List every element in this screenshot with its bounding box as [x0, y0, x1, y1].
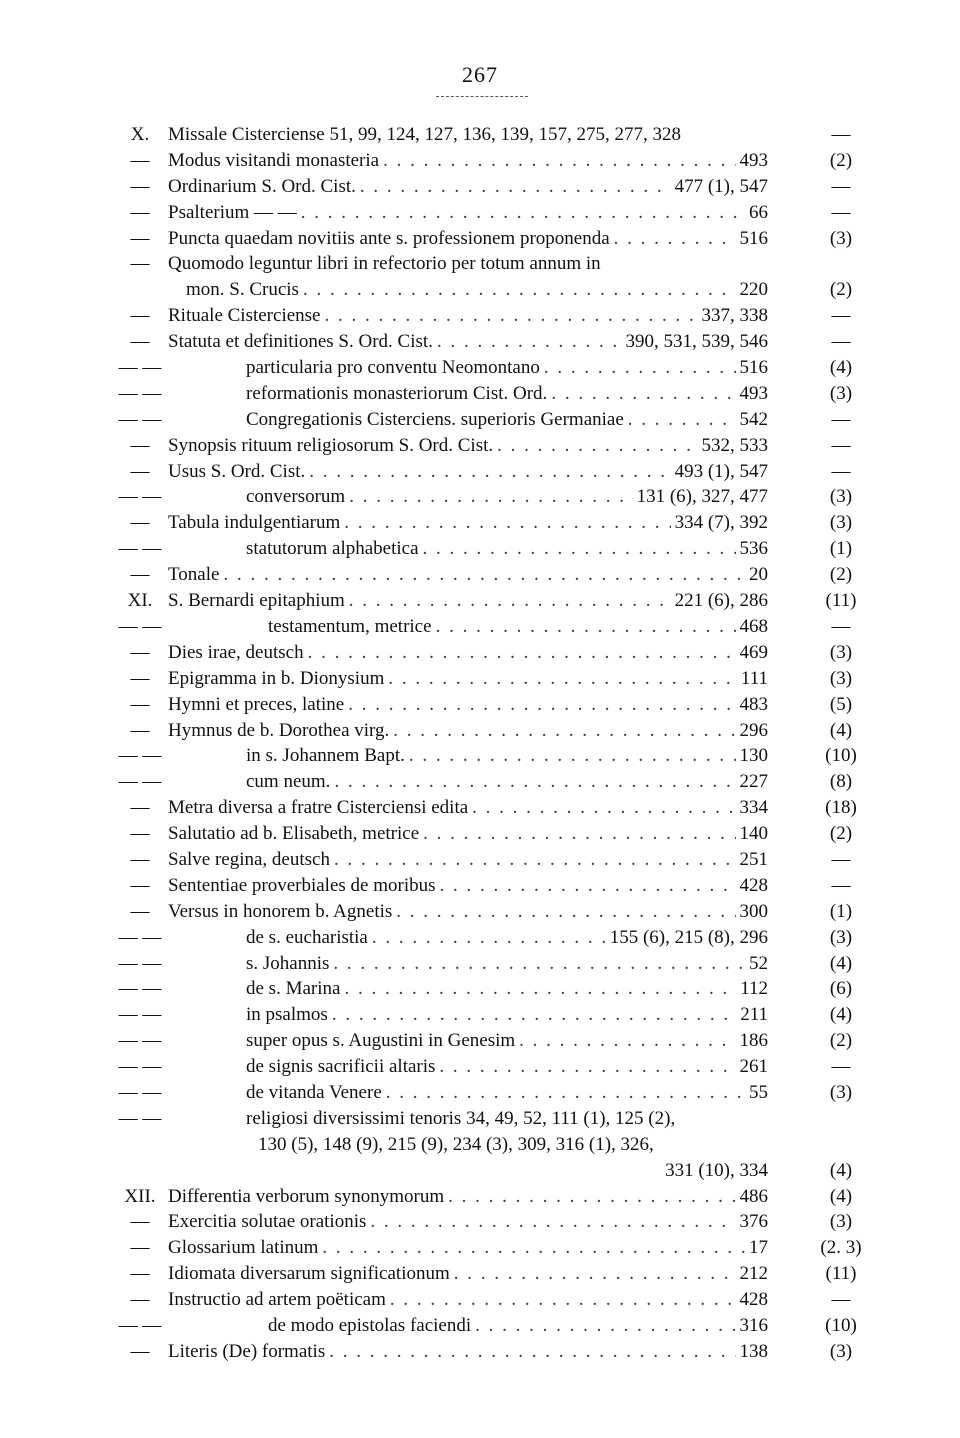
dot-leader [439, 1054, 735, 1080]
entry-pages: 111 [740, 667, 768, 689]
entry-pages: 376 [739, 1211, 768, 1233]
dot-leader [475, 1313, 735, 1339]
index-entry [0, 614, 960, 640]
index-entry [0, 251, 960, 303]
entry-title: Epigramma in b. Dionysium [168, 667, 385, 689]
entry-title: testamentum, metrice [268, 615, 432, 637]
entry-pages: 316 [739, 1315, 768, 1336]
dot-leader [388, 666, 737, 692]
index-entry [0, 459, 960, 485]
entry-pages: 468 [739, 615, 768, 637]
entry-prefix: — — [118, 745, 162, 767]
entry-count: — [831, 434, 851, 456]
entry-pages: 112 [740, 978, 768, 1000]
entry-title: Tabula indulgentiarum [168, 512, 341, 534]
index-entry [0, 433, 960, 459]
entry-title: Versus in honorem b. Agnetis [168, 900, 393, 922]
index-entry [0, 925, 960, 951]
entry-pages: 300 [739, 900, 768, 922]
entry-pages: 220 [739, 279, 768, 301]
entry-title: Exercitia solutae orationis [168, 1211, 367, 1233]
entry-count: (2) [829, 564, 853, 586]
entry-title: Idiomata diversarum significationum [168, 1263, 450, 1285]
entry-count: (3) [829, 1340, 853, 1362]
entry-pages: 17 [749, 1237, 768, 1259]
entry-count: — [831, 408, 851, 430]
entry-count: — [831, 175, 851, 197]
entry-count: — [831, 1056, 851, 1078]
entry-prefix: — — [118, 1030, 162, 1052]
dot-leader [349, 484, 632, 510]
entry-prefix: — [130, 641, 150, 663]
entry-count: (3) [829, 486, 853, 508]
entry-title: Differentia verborum synonymorum [168, 1185, 445, 1207]
entry-pages: 536 [739, 538, 768, 560]
entry-prefix: — — [118, 538, 162, 560]
entry-prefix: — — [118, 486, 162, 508]
index-entry [0, 329, 960, 355]
index-entry [0, 1235, 960, 1261]
entry-pages: 211 [740, 1004, 768, 1026]
index-entry [0, 640, 960, 666]
entry-prefix: — [130, 874, 150, 896]
dot-leader [360, 174, 671, 200]
entry-prefix: — [130, 331, 150, 353]
dot-leader [348, 692, 735, 718]
index-entry [0, 1287, 960, 1313]
entry-count: — [831, 874, 851, 896]
entry-count: (1) [829, 538, 853, 560]
entry-prefix: — [130, 667, 150, 689]
entry-prefix: — [130, 797, 150, 819]
entry-title: Dies irae, deutsch [168, 641, 304, 663]
entry-pages: 516 [739, 227, 768, 249]
entry-pages: 337, 338 [701, 305, 768, 327]
dot-leader [332, 1002, 736, 1028]
entry-count: (6) [829, 978, 853, 1000]
entry-prefix: — [130, 227, 150, 249]
entry-title: Sententiae proverbiales de moribus [168, 874, 436, 896]
dot-leader [303, 277, 736, 303]
entry-prefix: — [130, 823, 150, 845]
entry-count: — [831, 460, 851, 482]
entry-prefix: — [130, 201, 150, 223]
dot-leader [386, 1080, 745, 1106]
entry-prefix: — [130, 460, 150, 482]
dot-leader [324, 303, 697, 329]
entry-title: Puncta quaedam novitiis ante s. professionem proponenda [168, 227, 610, 249]
entry-count: (18) [825, 797, 857, 819]
entry-continuation: 331 (10), 334 [665, 1159, 768, 1181]
entry-prefix: — [130, 848, 150, 870]
index-entry [0, 873, 960, 899]
entry-pages: 261 [739, 1056, 768, 1078]
entry-prefix: — — [118, 1107, 162, 1129]
dot-leader [614, 226, 736, 252]
entry-count: (4) [829, 719, 853, 741]
dot-leader [454, 1261, 736, 1287]
entry-count: — [831, 201, 851, 223]
entry-pages: 140 [739, 823, 768, 845]
index-entry [0, 148, 960, 174]
dot-leader [390, 1287, 736, 1313]
dot-leader [309, 459, 670, 485]
entry-title: statutorum alphabetica [246, 538, 419, 560]
entry-pages: 131 (6), 327, 477 [636, 486, 768, 508]
entry-title: Usus S. Ord. Cist. [168, 460, 306, 482]
entry-pages: 221 (6), 286 [674, 590, 768, 612]
entry-title: Salve regina, deutsch [168, 848, 330, 870]
entry-pages: 493 (1), 547 [674, 460, 768, 482]
entry-title: Modus visitandi monasteria [168, 149, 380, 171]
entry-pages: 52 [749, 952, 768, 974]
entry-prefix: — [130, 1263, 150, 1285]
index-entry [0, 407, 960, 433]
entry-title: in s. Johannem Bapt. [246, 745, 405, 767]
entry-title: de s. eucharistia [246, 926, 368, 948]
index-entry [0, 743, 960, 769]
entry-prefix: — — [118, 1315, 162, 1336]
index-entry [0, 899, 960, 925]
index-entry [0, 200, 960, 226]
dot-leader [393, 718, 735, 744]
entry-pages: 20 [749, 564, 768, 586]
dot-leader [301, 200, 745, 226]
entry-title: Congregationis Cisterciens. superioris Germaniae [246, 408, 624, 430]
entry-pages: 138 [739, 1340, 768, 1362]
entry-count: (2) [829, 149, 853, 171]
index-entry [0, 562, 960, 588]
entry-title: Psalterium — — [168, 201, 297, 223]
index-entry [0, 847, 960, 873]
entry-prefix: — [130, 564, 150, 586]
entry-title: religiosi diversissimi tenoris 34, 49, 52, 111 (1), 125 (2), [246, 1107, 676, 1129]
dot-leader [440, 873, 736, 899]
index-entry [0, 122, 960, 148]
entry-pages: 251 [739, 848, 768, 870]
index-entry [0, 484, 960, 510]
index-entry [0, 1028, 960, 1054]
index-entry [0, 1002, 960, 1028]
dot-leader [423, 821, 735, 847]
index-entry [0, 1209, 960, 1235]
entry-count: — [831, 1289, 851, 1311]
entry-prefix: — — [118, 1004, 162, 1026]
entry-title: Salutatio ad b. Elisabeth, metrice [168, 823, 420, 845]
entry-prefix: — [130, 305, 150, 327]
entry-title: Statuta et definitiones S. Ord. Cist. [168, 331, 433, 353]
index-entry [0, 588, 960, 614]
entry-title: Rituale Cisterciense [168, 305, 321, 327]
entry-title: Ordinarium S. Ord. Cist. [168, 175, 356, 197]
dot-leader [322, 1235, 745, 1261]
index-entry [0, 692, 960, 718]
entry-pages: 486 [739, 1185, 768, 1207]
dot-leader [472, 795, 735, 821]
dot-leader [333, 951, 745, 977]
index-entry [0, 769, 960, 795]
entry-title: Instructio ad artem poëticam [168, 1289, 386, 1311]
entry-count: (2) [829, 1030, 853, 1052]
entry-prefix: — — [118, 952, 162, 974]
entry-prefix: — [130, 1340, 150, 1362]
entry-prefix: — [130, 1237, 150, 1259]
entry-count: — [831, 305, 851, 327]
page-number-rule [436, 96, 528, 97]
entry-pages: 493 [739, 382, 768, 404]
entry-count: (3) [829, 667, 853, 689]
index-entry [0, 1313, 960, 1339]
dot-leader [383, 148, 735, 174]
entry-title: cum neum. [246, 771, 331, 793]
entry-count: (3) [829, 227, 853, 249]
entry-prefix: — [130, 149, 150, 171]
dot-leader [409, 743, 736, 769]
entry-count: (4) [829, 952, 853, 974]
entry-pages: 130 [739, 745, 768, 767]
dot-leader [628, 407, 736, 433]
entry-prefix: X. [130, 124, 150, 145]
entry-count: (3) [829, 926, 853, 948]
entry-title: Tonale [168, 564, 220, 586]
entry-title: de signis sacrificii altaris [246, 1056, 436, 1078]
entry-count: (4) [829, 357, 853, 379]
entry-prefix: — — [118, 408, 162, 430]
dot-leader [329, 1339, 735, 1365]
dot-leader [437, 329, 622, 355]
entry-count: (11) [825, 1263, 857, 1285]
entry-prefix: — [130, 1289, 150, 1311]
entry-pages: 390, 531, 539, 546 [625, 331, 768, 353]
index-entry [0, 795, 960, 821]
entry-count: (10) [825, 1315, 857, 1336]
index-entries [0, 122, 960, 1365]
entry-count: (8) [829, 771, 853, 793]
entry-count: (1) [829, 900, 853, 922]
entry-prefix: — — [118, 1081, 162, 1103]
entry-prefix: XI. [127, 590, 153, 612]
entry-title: in psalmos [246, 1004, 328, 1026]
index-entry [0, 355, 960, 381]
entry-count: — [831, 848, 851, 870]
entry-count: (3) [829, 382, 853, 404]
entry-count: (11) [825, 590, 857, 612]
entry-prefix: — [130, 253, 150, 275]
entry-prefix: — [130, 175, 150, 197]
entry-title: Glossarium latinum [168, 1237, 319, 1259]
entry-pages: 334 [739, 797, 768, 819]
entry-pages: 55 [749, 1081, 768, 1103]
dot-leader [372, 925, 606, 951]
dot-leader [396, 899, 735, 925]
entry-prefix: — — [118, 978, 162, 1000]
entry-pages: 334 (7), 392 [674, 512, 768, 534]
entry-title: conversorum [246, 486, 346, 508]
dot-leader [544, 355, 736, 381]
index-entry [0, 1054, 960, 1080]
entry-title: 130 (5), 148 (9), 215 (9), 234 (3), 309, 316 (1), 326, [258, 1133, 654, 1155]
entry-title: reformationis monasteriorum Cist. Ord. [246, 382, 548, 404]
entry-pages: 428 [739, 874, 768, 896]
entry-pages: 428 [739, 1289, 768, 1311]
entry-count: — [831, 615, 851, 637]
entry-prefix: — [130, 1211, 150, 1233]
index-entry [0, 1184, 960, 1210]
dot-leader [423, 536, 736, 562]
entry-title: Metra diversa a fratre Cisterciensi edita [168, 797, 469, 819]
entry-title: de s. Marina [246, 978, 341, 1000]
entry-prefix: — [130, 900, 150, 922]
entry-count: (4) [829, 1185, 853, 1207]
entry-title: super opus s. Augustini in Genesim [246, 1030, 516, 1052]
entry-pages: 227 [739, 771, 768, 793]
entry-count: (4) [829, 1004, 853, 1026]
dot-leader [497, 433, 697, 459]
dot-leader [334, 847, 736, 873]
entry-pages: 532, 533 [701, 434, 768, 456]
entry-count: — [831, 331, 851, 353]
index-entry [0, 303, 960, 329]
entry-prefix: — [130, 719, 150, 741]
entry-pages: 296 [739, 719, 768, 741]
entry-count: (3) [829, 1211, 853, 1233]
dot-leader [334, 769, 735, 795]
entry-title: de modo epistolas faciendi [268, 1315, 472, 1336]
entry-count: (4) [829, 1159, 853, 1181]
entry-prefix: — — [118, 1056, 162, 1078]
entry-prefix: — [130, 693, 150, 715]
index-entry [0, 718, 960, 744]
index-entry [0, 536, 960, 562]
entry-pages: 212 [739, 1263, 768, 1285]
entry-pages: 542 [739, 408, 768, 430]
dot-leader [344, 510, 670, 536]
entry-prefix: XII. [124, 1185, 156, 1207]
entry-pages: 155 (6), 215 (8), 296 [609, 926, 768, 948]
entry-title: Missale Cisterciense 51, 99, 124, 127, 136, 139, 157, 275, 277, 328 [168, 124, 681, 145]
entry-title: de vitanda Venere [246, 1081, 382, 1103]
entry-prefix: — — [118, 382, 162, 404]
entry-pages: 516 [739, 357, 768, 379]
entry-title: particularia pro conventu Neomontano [246, 357, 540, 379]
entry-count: (3) [829, 641, 853, 663]
entry-count: (2) [829, 279, 853, 301]
dot-leader [448, 1184, 735, 1210]
entry-prefix: — — [118, 926, 162, 948]
entry-pages: 483 [739, 693, 768, 715]
index-entry [0, 226, 960, 252]
entry-title: Synopsis rituum religiosorum S. Ord. Cist. [168, 434, 494, 456]
entry-count: (10) [825, 745, 857, 767]
entry-title: Hymni et preces, latine [168, 693, 345, 715]
dot-leader [308, 640, 736, 666]
entry-count: (3) [829, 512, 853, 534]
entry-pages: 66 [749, 201, 768, 223]
index-entry [0, 510, 960, 536]
entry-pages: 469 [739, 641, 768, 663]
entry-count: — [831, 124, 851, 145]
dot-leader [370, 1209, 735, 1235]
dot-leader [223, 562, 745, 588]
entry-pages: 477 (1), 547 [674, 175, 768, 197]
dot-leader [349, 588, 671, 614]
entry-count: (2) [829, 823, 853, 845]
dot-leader [344, 976, 736, 1002]
entry-title: Quomodo leguntur libri in refectorio per totum annum in [168, 253, 601, 275]
dot-leader [551, 381, 735, 407]
entry-pages: 493 [739, 149, 768, 171]
entry-count: (3) [829, 1081, 853, 1103]
index-entry [0, 666, 960, 692]
entry-count: (5) [829, 693, 853, 715]
index-entry [0, 821, 960, 847]
index-entry [0, 1106, 960, 1184]
entry-title: Literis (De) formatis [168, 1340, 326, 1362]
index-entry [0, 381, 960, 407]
dot-leader [436, 614, 736, 640]
index-entry [0, 1339, 960, 1365]
entry-title: s. Johannis [246, 952, 330, 974]
index-entry [0, 1261, 960, 1287]
dot-leader [519, 1028, 735, 1054]
entry-prefix: — — [118, 615, 162, 637]
entry-prefix: — — [118, 357, 162, 379]
index-entry [0, 174, 960, 200]
entry-prefix: — [130, 434, 150, 456]
entry-pages: 186 [739, 1030, 768, 1052]
entry-title: mon. S. Crucis [186, 279, 299, 301]
index-entry [0, 951, 960, 977]
entry-prefix: — — [118, 771, 162, 793]
index-entry [0, 1080, 960, 1106]
entry-title: S. Bernardi epitaphium [168, 590, 345, 612]
entry-count: (2. 3) [820, 1237, 862, 1259]
entry-prefix: — [130, 512, 150, 534]
entry-title: Hymnus de b. Dorothea virg. [168, 719, 390, 741]
page-number: 267 [462, 62, 498, 87]
index-entry [0, 976, 960, 1002]
